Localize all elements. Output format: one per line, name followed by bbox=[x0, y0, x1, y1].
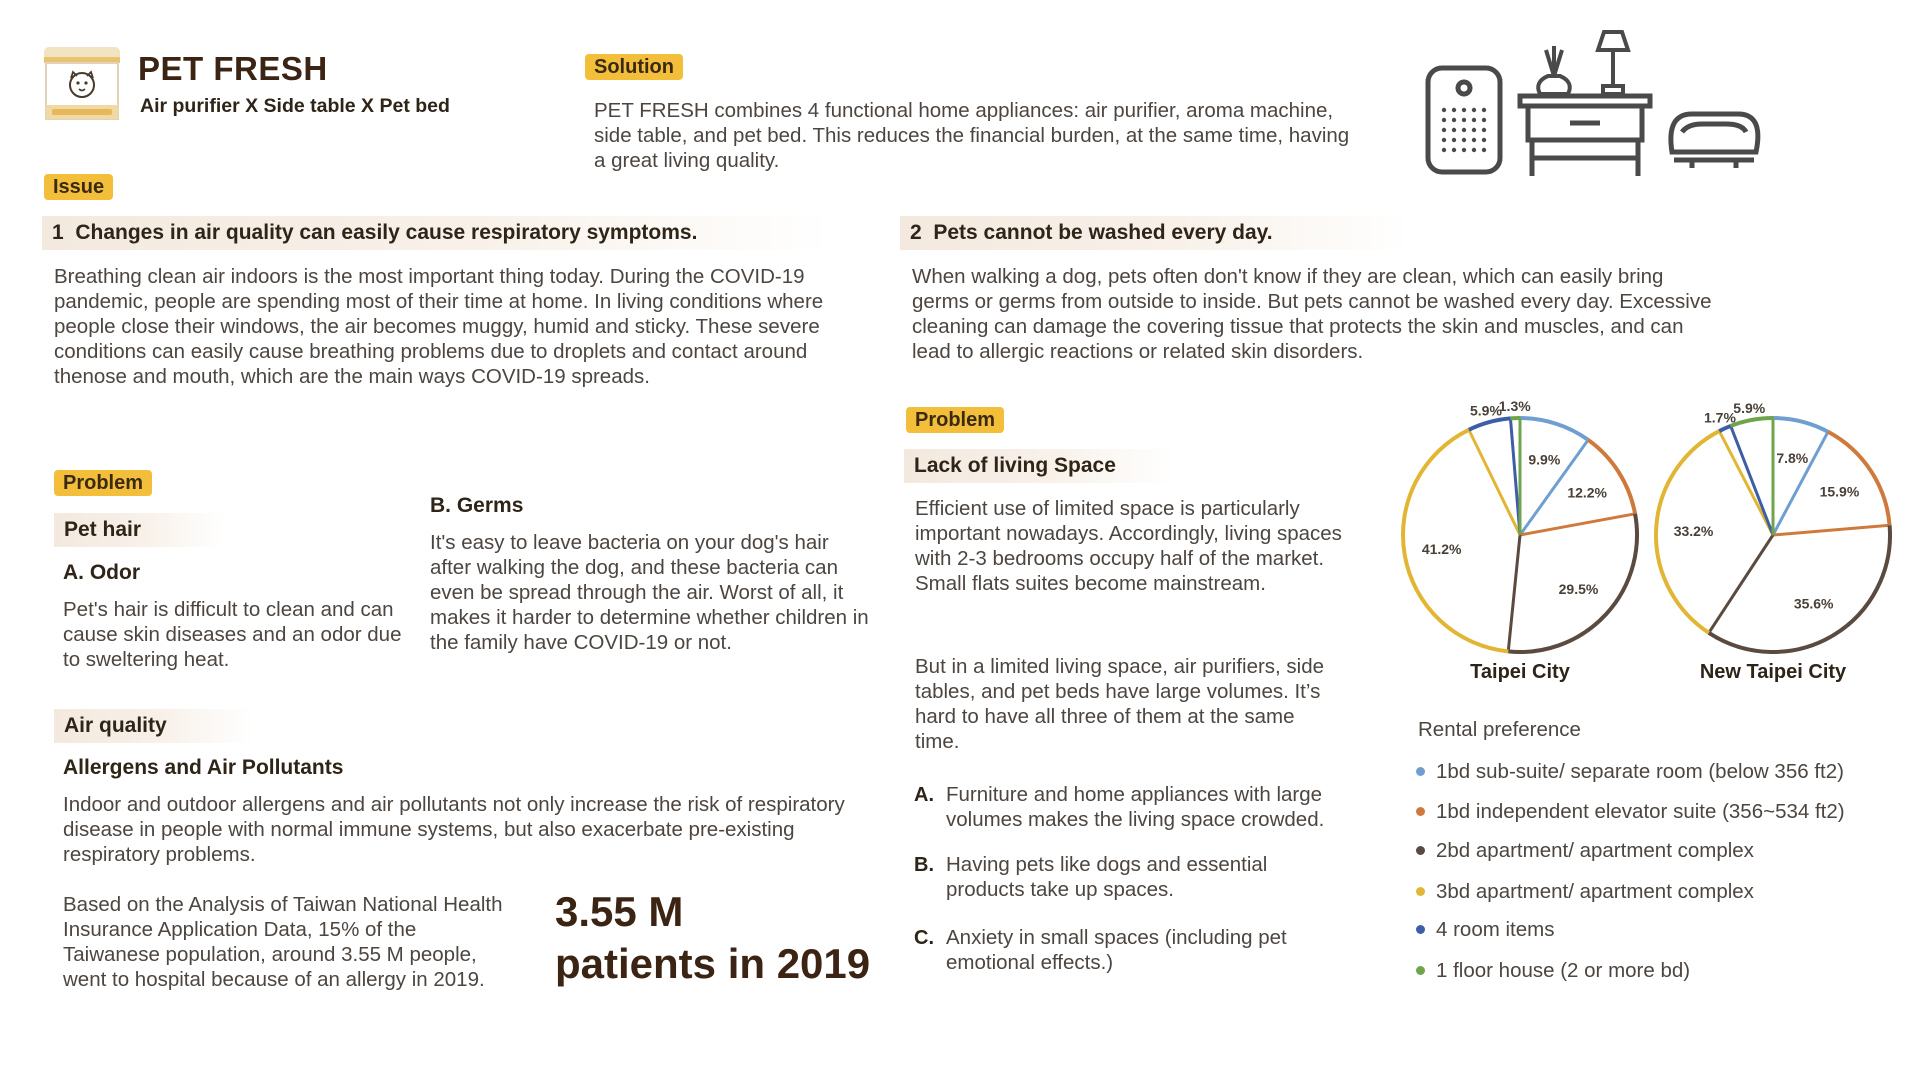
legend-title: Rental preference bbox=[1418, 718, 1581, 741]
pie-slice-divider bbox=[1731, 426, 1773, 535]
pie-value-label: 15.9% bbox=[1819, 483, 1860, 500]
legend-dot bbox=[1416, 925, 1425, 934]
pie-value-label: 7.8% bbox=[1776, 449, 1809, 466]
list-letter-b: B. bbox=[914, 854, 934, 876]
issue-number: 1 bbox=[52, 221, 64, 244]
allergens-title: Allergens and Air Pollutants bbox=[63, 756, 344, 779]
pie-title: New Taipei City bbox=[1699, 661, 1847, 683]
issue-tag: Issue bbox=[44, 174, 113, 200]
air-quality-heading: Air quality bbox=[54, 709, 254, 743]
legend-item: 4 room items bbox=[1436, 918, 1555, 941]
problem-tag-left: Problem bbox=[54, 470, 152, 496]
issue-heading-text: Pets cannot be washed every day. bbox=[933, 221, 1273, 244]
solution-text: PET FRESH combines 4 functional home appliances: air purifier, aroma machine, side table, and pet bed. This reduces the financial burden, at the same time, having a great living quality. bbox=[594, 99, 1350, 172]
pie-slice-arc bbox=[1469, 418, 1511, 429]
big-stat-line2: patients in 2019 bbox=[555, 940, 871, 987]
pie-value-label: 35.6% bbox=[1793, 595, 1834, 612]
legend-dot bbox=[1416, 807, 1425, 816]
pie-title: Taipei City bbox=[1470, 661, 1570, 683]
living-space-heading: Lack of living Space bbox=[904, 449, 1174, 483]
legend-item: 1bd independent elevator suite (356~534 ft2) bbox=[1436, 800, 1845, 823]
pie-slice-arc bbox=[1709, 525, 1890, 652]
list-letter-c: C. bbox=[914, 927, 934, 949]
legend-dot bbox=[1416, 966, 1425, 975]
pie-value-label: 33.2% bbox=[1673, 522, 1714, 539]
pie-value-label: 41.2% bbox=[1421, 540, 1462, 557]
pie-slice-arc bbox=[1828, 432, 1890, 526]
lamp-icon bbox=[1598, 32, 1628, 94]
germs-text: It's easy to leave bacteria on your dog's hair after walking the dog, and these bacteria can even be spread through the air. Worst of all, it makes it harder to determine whether children in the family have COVID-19 or not. bbox=[430, 531, 869, 654]
page-title: PET FRESH bbox=[138, 50, 328, 87]
pet-bed-icon bbox=[1671, 114, 1758, 168]
legend-item: 3bd apartment/ apartment complex bbox=[1436, 880, 1754, 903]
list-text-b: Having pets like dogs and essential products take up spaces. bbox=[946, 853, 1268, 901]
pie-slice-divider bbox=[1520, 514, 1635, 535]
issue-heading-1 bbox=[42, 216, 832, 250]
pie-slice-arc bbox=[1773, 418, 1828, 432]
rental-pie-charts bbox=[1380, 390, 1920, 690]
issue-number: 2 bbox=[910, 221, 922, 244]
issue-heading-text: Changes in air quality can easily cause respiratory symptoms. bbox=[75, 221, 698, 244]
pie-slice-divider bbox=[1709, 535, 1773, 633]
aroma-icon bbox=[1538, 46, 1570, 94]
pet-hair-heading: Pet hair bbox=[54, 513, 224, 547]
legend-item: 1bd sub-suite/ separate room (below 356 ft2) bbox=[1436, 760, 1844, 783]
list-text-a: Furniture and home appliances with large volumes makes the living space crowded. bbox=[946, 783, 1325, 831]
legend-item: 2bd apartment/ apartment complex bbox=[1436, 839, 1754, 862]
legend-dot bbox=[1416, 887, 1425, 896]
pie-value-label: 9.9% bbox=[1528, 451, 1561, 468]
list-letter-a: A. bbox=[914, 784, 934, 806]
legend-dot bbox=[1416, 846, 1425, 855]
pie-value-label: 1.7% bbox=[1704, 409, 1736, 426]
odor-title: A. Odor bbox=[63, 561, 140, 584]
germs-title: B. Germs bbox=[430, 494, 524, 517]
pie-value-label: 1.3% bbox=[1498, 398, 1531, 415]
pie-slice-divider bbox=[1719, 431, 1773, 535]
issue-heading-2 bbox=[900, 216, 1410, 250]
pie-slice-arc bbox=[1731, 418, 1773, 426]
pie-value-label: 29.5% bbox=[1558, 580, 1599, 597]
air-quality-text: Indoor and outdoor allergens and air pollutants not only increase the risk of respiratory disease in people with normal immune systems, but also exacerbate pre-existing respiratory problems. bbox=[63, 793, 845, 866]
problem-tag-right: Problem bbox=[906, 407, 1004, 433]
odor-text: Pet's hair is difficult to clean and can cause skin diseases and an odor due to sweltering heat. bbox=[63, 598, 402, 671]
pie-value-label: 5.9% bbox=[1469, 402, 1502, 419]
pie-slice-arc bbox=[1520, 418, 1588, 440]
pie-slice-divider bbox=[1773, 525, 1890, 535]
pie-slice-divider bbox=[1508, 535, 1520, 651]
pie-slice-arc bbox=[1588, 440, 1635, 514]
legend-dot bbox=[1416, 767, 1425, 776]
issue-text-1: Breathing clean air indoors is the most important thing today. During the COVID-19 pandemic, people are spending most of their time at home. In living conditions where people close their windows, the air becomes muggy, humid and sticky. These severe conditions can easily cause breathing problems due to droplets and contact around thenose and mouth, which are the main ways COVID-19 spreads. bbox=[54, 265, 824, 388]
page-subtitle: Air purifier X Side table X Pet bed bbox=[140, 95, 450, 117]
pie-slice-arc bbox=[1719, 426, 1730, 431]
pie-value-label: 5.9% bbox=[1733, 400, 1766, 417]
product-icons bbox=[1420, 28, 1780, 183]
legend-item: 1 floor house (2 or more bd) bbox=[1436, 959, 1691, 982]
purifier-vent-dots bbox=[1442, 108, 1486, 152]
side-table-icon bbox=[1520, 96, 1650, 176]
living-space-para1: Efficient use of limited space is particularly important nowadays. Accordingly, living spaces with 2-3 bedrooms occupy half of the market. Small flats suites become mainstream. bbox=[915, 497, 1342, 595]
solution-tag: Solution bbox=[585, 54, 683, 80]
living-space-para2: But in a limited living space, air purifiers, side tables, and pet beds have large volumes. It’s hard to have all three of them at the same time. bbox=[915, 655, 1325, 753]
issue-text-2: When walking a dog, pets often don't know if they are clean, which can easily bring germs or germs from outside to inside. But pets cannot be washed every day. Excessive cleaning can damage the covering tissue that protects the skin and muscles, and can lead to allergic reactions or related skin disorders. bbox=[912, 265, 1712, 363]
big-stat-line1: 3.55 M bbox=[555, 888, 684, 935]
pie-value-label: 12.2% bbox=[1567, 484, 1608, 501]
analysis-text: Based on the Analysis of Taiwan National Health Insurance Application Data, 15% of the Taiwanese population, around 3.55 M people, went to hospital because of an allergy in 2019. bbox=[63, 893, 503, 991]
logo-icon bbox=[42, 45, 122, 123]
list-text-c: Anxiety in small spaces (including pet emotional effects.) bbox=[946, 926, 1287, 974]
